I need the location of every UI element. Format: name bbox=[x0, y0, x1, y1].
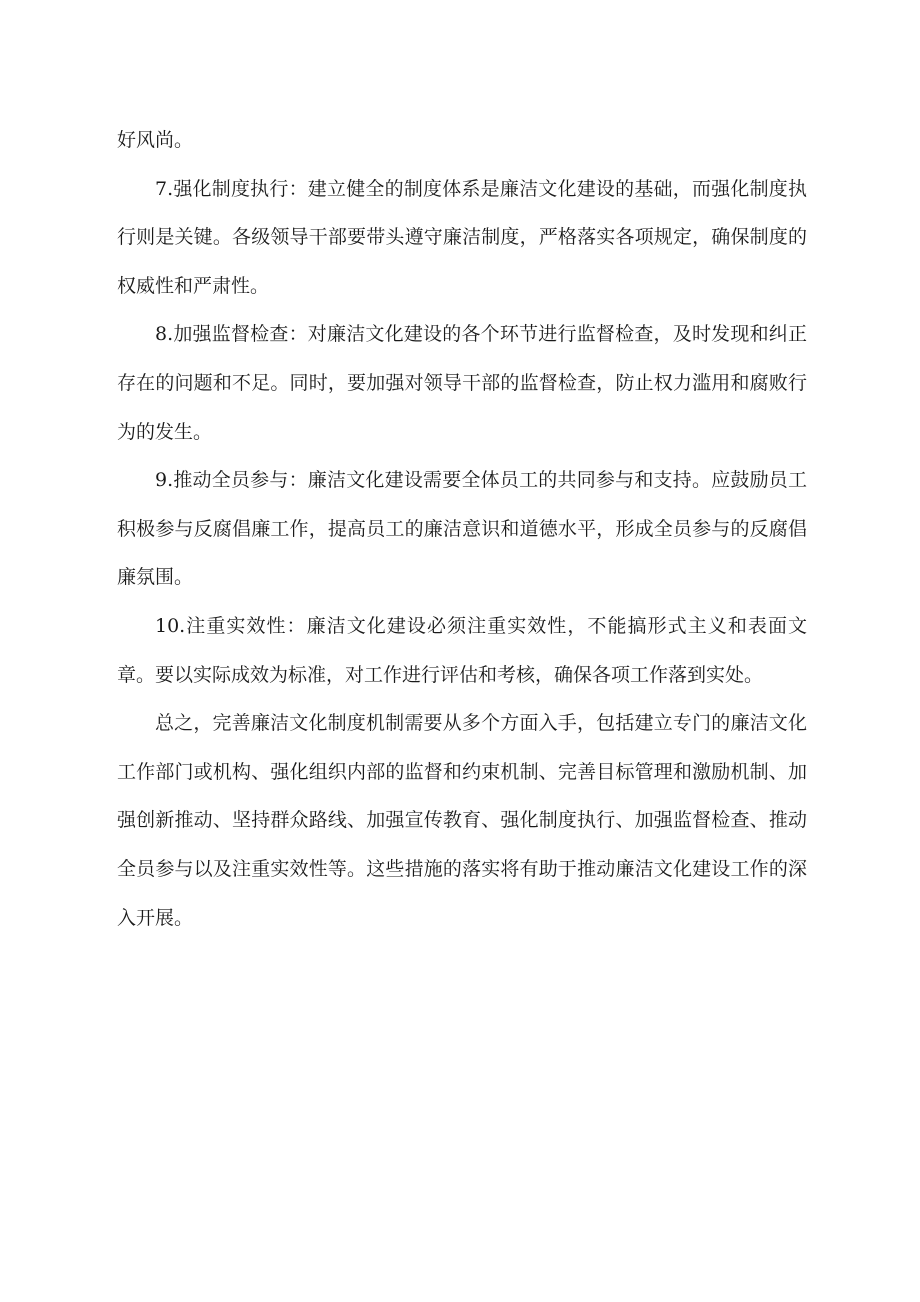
document-body bbox=[117, 116, 807, 942]
paragraph-summary: 总之，完善廉洁文化制度机制需要从多个方面入手，包括建立专门的廉洁文化工作部门或机构、强化组织内部的监督和约束机制、完善目标管理和激励机制、加强创新推动、坚持群众路线、加强宣传教育、强化制度执行、加强监督检查、推动全员参与以及注重实效性等。这些措施的落实将有助于推动廉洁文化建设工作的深入开展。 bbox=[117, 712, 807, 929]
paragraph-item-9: 9.推动全员参与：廉洁文化建设需要全体员工的共同参与和支持。应鼓励员工积极参与反腐倡廉工作，提高员工的廉洁意识和道德水平，形成全员参与的反腐倡廉氛围。 bbox=[117, 469, 807, 589]
paragraph-continuation: 好风尚。 bbox=[117, 129, 194, 151]
paragraph-item-10: 10.注重实效性：廉洁文化建设必须注重实效性，不能搞形式主义和表面文章。要以实际成效为标准，对工作进行评估和考核，确保各项工作落到实处。 bbox=[117, 614, 807, 686]
paragraph-item-7: 7.强化制度执行：建立健全的制度体系是廉洁文化建设的基础，而强化制度执行则是关键。各级领导干部要带头遵守廉洁制度，严格落实各项规定，确保制度的权威性和严肃性。 bbox=[117, 177, 807, 297]
paragraph-item-8: 8.加强监督检查：对廉洁文化建设的各个环节进行监督检查，及时发现和纠正存在的问题和不足。同时，要加强对领导干部的监督检查，防止权力滥用和腐败行为的发生。 bbox=[117, 323, 807, 443]
